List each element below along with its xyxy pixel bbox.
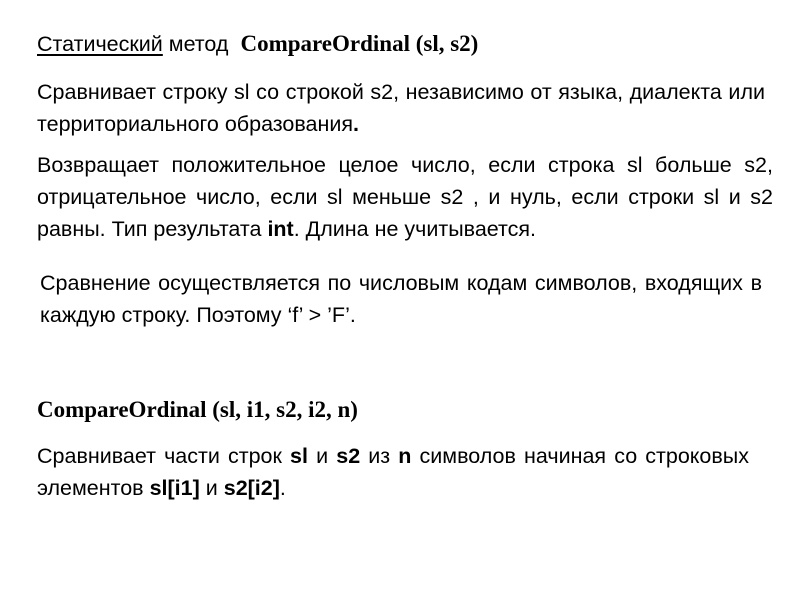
description-period: . <box>353 112 360 136</box>
arg-s2: s2 <box>336 444 361 468</box>
method-heading <box>37 28 777 60</box>
return-type: int <box>267 217 294 241</box>
overload-text-2: и <box>307 444 337 468</box>
overload-text-1: Сравнивает части строк <box>37 444 291 468</box>
arg-sl: sl <box>290 444 308 468</box>
arg-n: n <box>398 444 412 468</box>
comparison-note-text: Сравнение осуществляется по числовым кодам символов, входящих в каждую строку. Поэтому ‘f’ > ’F’. <box>40 271 762 327</box>
overload-text-6: . <box>279 476 286 500</box>
return-value-text: Возвращает положительное целое число, если строка sl больше s2, отрицательное число, если sl меньше s2 , и нуль, если строки sl и s2 равны. Тип результата <box>37 153 773 241</box>
method-signature: CompareOrdinal (sl, s2) <box>240 31 479 56</box>
description-paragraph <box>37 76 765 140</box>
method-label: метод <box>162 32 229 56</box>
overload-signature: CompareOrdinal (sl, i1, s2, i2, n) <box>37 397 358 422</box>
overload-text-4: символов начиная со строковых элементов <box>37 444 750 500</box>
arg-sl-i1: sl[i1] <box>149 476 200 500</box>
description-text: Сравнивает строку sl со строкой s2, независимо от языка, диалекта или территориального образования <box>37 80 765 136</box>
return-value-paragraph <box>37 149 773 245</box>
static-label: Статический <box>37 32 163 56</box>
overload-text-3: из <box>360 444 399 468</box>
arg-s2-i2: s2[i2] <box>223 476 280 500</box>
return-value-tail: . Длина не учитывается. <box>293 217 537 241</box>
overload-description <box>37 440 749 504</box>
overload-text-5: и <box>199 476 224 500</box>
comparison-note <box>40 267 762 331</box>
